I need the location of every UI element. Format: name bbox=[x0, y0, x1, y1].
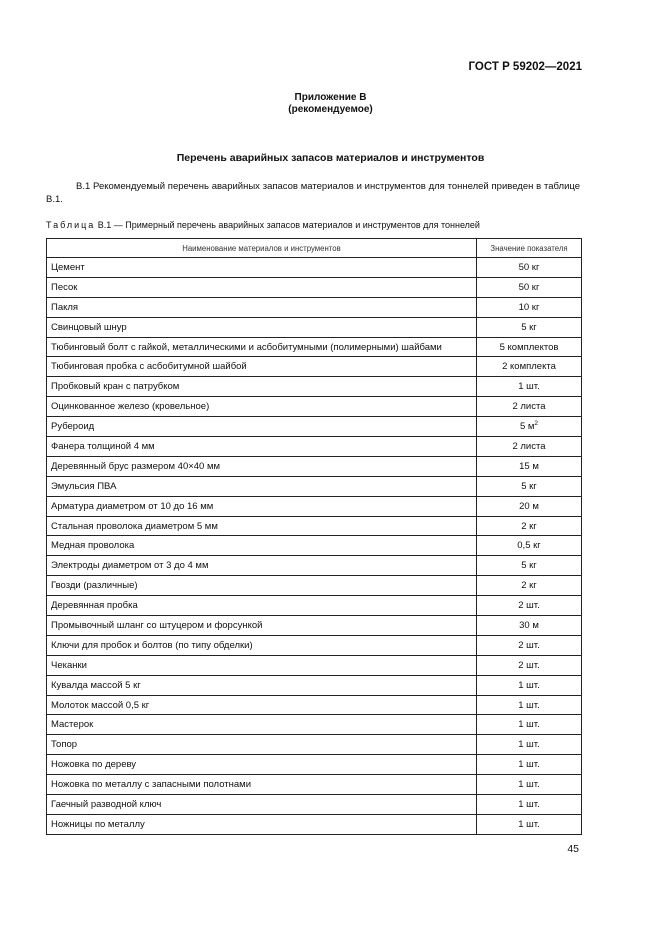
table-row bbox=[47, 297, 582, 317]
item-name-cell: Промывочный шланг со штуцером и форсункой bbox=[47, 616, 477, 636]
table-row bbox=[47, 536, 582, 556]
table-row bbox=[47, 377, 582, 397]
item-value-cell bbox=[477, 277, 582, 297]
item-name-cell: Пробковый кран с патрубком bbox=[47, 377, 477, 397]
item-name-cell: Гвозди (различные) bbox=[47, 576, 477, 596]
item-value-superscript: 2 bbox=[534, 420, 539, 428]
item-name-cell: Ножовка по металлу с запасными полотнами bbox=[47, 775, 477, 795]
item-name-cell: Эмульсия ПВА bbox=[47, 476, 477, 496]
item-name-cell: Гаечный разводной ключ bbox=[47, 795, 477, 815]
item-name-cell: Пакля bbox=[47, 297, 477, 317]
item-value-cell bbox=[477, 616, 582, 636]
item-value-cell bbox=[477, 496, 582, 516]
item-name-cell: Свинцовый шнур bbox=[47, 317, 477, 337]
item-value: 2 шт. bbox=[518, 639, 540, 651]
item-value: 1 шт. bbox=[518, 699, 540, 711]
item-name-cell: Молоток массой 0,5 кг bbox=[47, 695, 477, 715]
item-name-cell: Топор bbox=[47, 735, 477, 755]
table-caption-label: Таблица bbox=[46, 220, 96, 230]
intro-paragraph: В.1 Рекомендуемый перечень аварийных запасов материалов и инструментов для тоннелей приведен в таблице В.1. bbox=[46, 181, 580, 205]
appendix-block bbox=[0, 92, 661, 116]
table-row bbox=[47, 556, 582, 576]
table-row bbox=[47, 596, 582, 616]
item-name-cell: Ножницы по металлу bbox=[47, 814, 477, 834]
item-value-cell bbox=[477, 516, 582, 536]
item-value: 1 шт. bbox=[518, 719, 540, 731]
item-value: 1 шт. bbox=[518, 759, 540, 771]
item-value: 50 кг bbox=[518, 281, 540, 293]
item-value: 2 кг bbox=[521, 520, 537, 532]
item-value-cell bbox=[477, 775, 582, 795]
item-value-cell bbox=[477, 536, 582, 556]
table-row bbox=[47, 258, 582, 278]
item-value-cell bbox=[477, 596, 582, 616]
item-value: 2 листа bbox=[512, 440, 546, 452]
item-name-cell: Тюбинговый болт с гайкой, металлическими и асбобитумными (полимерными) шайбами bbox=[47, 337, 477, 357]
item-value: 1 шт. bbox=[518, 739, 540, 751]
table-row bbox=[47, 735, 582, 755]
item-value: 5 комплектов bbox=[499, 341, 559, 353]
appendix-title: Приложение В bbox=[294, 92, 367, 103]
table-row bbox=[47, 516, 582, 536]
item-value-cell bbox=[477, 397, 582, 417]
item-value-cell bbox=[477, 437, 582, 457]
item-value: 5 кг bbox=[521, 560, 537, 572]
item-value: 2 комплекта bbox=[502, 361, 556, 373]
table-row bbox=[47, 755, 582, 775]
item-value-cell bbox=[477, 715, 582, 735]
item-name-cell: Ножовка по дереву bbox=[47, 755, 477, 775]
item-value: 50 кг bbox=[518, 261, 540, 273]
item-value-cell bbox=[477, 576, 582, 596]
item-value: 1 шт. bbox=[518, 798, 540, 810]
item-name-cell: Ключи для пробок и болтов (по типу обделки) bbox=[47, 635, 477, 655]
item-name-cell: Чеканки bbox=[47, 655, 477, 675]
table-row bbox=[47, 277, 582, 297]
table-row bbox=[47, 417, 582, 437]
item-value-cell bbox=[477, 635, 582, 655]
item-value-cell bbox=[477, 476, 582, 496]
item-name-cell: Арматура диаметром от 10 до 16 мм bbox=[47, 496, 477, 516]
item-name-cell: Песок bbox=[47, 277, 477, 297]
item-value: 1 шт. bbox=[518, 779, 540, 791]
table-row bbox=[47, 476, 582, 496]
item-value-cell bbox=[477, 297, 582, 317]
item-value: 1 шт. bbox=[518, 818, 540, 830]
item-name-cell: Деревянная пробка bbox=[47, 596, 477, 616]
item-value: 10 кг bbox=[518, 301, 540, 313]
item-name-cell: Оцинкованное железо (кровельное) bbox=[47, 397, 477, 417]
table-row bbox=[47, 496, 582, 516]
table-row bbox=[47, 437, 582, 457]
document-code: ГОСТ Р 59202—2021 bbox=[468, 61, 582, 73]
item-value-cell bbox=[477, 258, 582, 278]
table-row bbox=[47, 675, 582, 695]
table-caption bbox=[46, 220, 480, 230]
item-name-cell: Мастерок bbox=[47, 715, 477, 735]
table-row bbox=[47, 337, 582, 357]
item-value-cell bbox=[477, 317, 582, 337]
item-name-cell: Медная проволока bbox=[47, 536, 477, 556]
item-value: 2 листа bbox=[512, 401, 546, 413]
header-name-column: Наименование материалов и инструментов bbox=[47, 239, 477, 258]
item-value: 20 м bbox=[519, 500, 539, 512]
table-row bbox=[47, 814, 582, 834]
item-value: 5 кг bbox=[521, 321, 537, 333]
item-value-cell bbox=[477, 357, 582, 377]
item-name-cell: Кувалда массой 5 кг bbox=[47, 675, 477, 695]
table-row bbox=[47, 635, 582, 655]
item-name-cell: Стальная проволока диаметром 5 мм bbox=[47, 516, 477, 536]
table-row bbox=[47, 357, 582, 377]
item-value: 1 шт. bbox=[518, 679, 540, 691]
item-value-cell bbox=[477, 417, 582, 437]
item-value: 2 шт. bbox=[518, 600, 540, 612]
item-name-cell: Фанера толщиной 4 мм bbox=[47, 437, 477, 457]
table-row bbox=[47, 317, 582, 337]
item-value: 5 м bbox=[519, 421, 535, 433]
table-row bbox=[47, 576, 582, 596]
page-number: 45 bbox=[567, 843, 579, 855]
table-row bbox=[47, 616, 582, 636]
table-row bbox=[47, 397, 582, 417]
table-caption-text: В.1 — Примерный перечень аварийных запасов материалов и инструментов для тоннелей bbox=[95, 220, 480, 230]
materials-table bbox=[46, 238, 582, 835]
item-value-cell bbox=[477, 675, 582, 695]
table-body bbox=[47, 258, 582, 835]
section-heading: Перечень аварийных запасов материалов и инструментов bbox=[176, 152, 485, 164]
item-value-cell bbox=[477, 337, 582, 357]
table-row bbox=[47, 795, 582, 815]
table-row bbox=[47, 695, 582, 715]
table-row bbox=[47, 655, 582, 675]
item-name-cell: Деревянный брус размером 40×40 мм bbox=[47, 456, 477, 476]
table-header-row bbox=[47, 239, 582, 258]
item-name-cell: Рубероид bbox=[47, 417, 477, 437]
appendix-status: (рекомендуемое) bbox=[288, 104, 373, 115]
item-value-cell bbox=[477, 755, 582, 775]
item-value: 5 кг bbox=[521, 480, 537, 492]
item-value: 30 м bbox=[519, 619, 539, 631]
item-name-cell: Цемент bbox=[47, 258, 477, 278]
item-value-cell bbox=[477, 655, 582, 675]
header-value-column: Значение показателя bbox=[477, 239, 582, 258]
item-value-cell bbox=[477, 795, 582, 815]
item-value-cell bbox=[477, 695, 582, 715]
item-value: 1 шт. bbox=[518, 381, 540, 393]
item-value-cell bbox=[477, 456, 582, 476]
item-value: 2 кг bbox=[521, 580, 537, 592]
table-row bbox=[47, 456, 582, 476]
item-value: 15 м bbox=[519, 460, 539, 472]
item-name-cell: Электроды диаметром от 3 до 4 мм bbox=[47, 556, 477, 576]
table-row bbox=[47, 775, 582, 795]
item-value-cell bbox=[477, 814, 582, 834]
item-value-cell bbox=[477, 735, 582, 755]
item-value-cell bbox=[477, 377, 582, 397]
item-name-cell: Тюбинговая пробка с асбобитумной шайбой bbox=[47, 357, 477, 377]
item-value: 2 шт. bbox=[518, 659, 540, 671]
item-value-cell bbox=[477, 556, 582, 576]
table-row bbox=[47, 715, 582, 735]
item-value: 0,5 кг bbox=[517, 540, 541, 552]
